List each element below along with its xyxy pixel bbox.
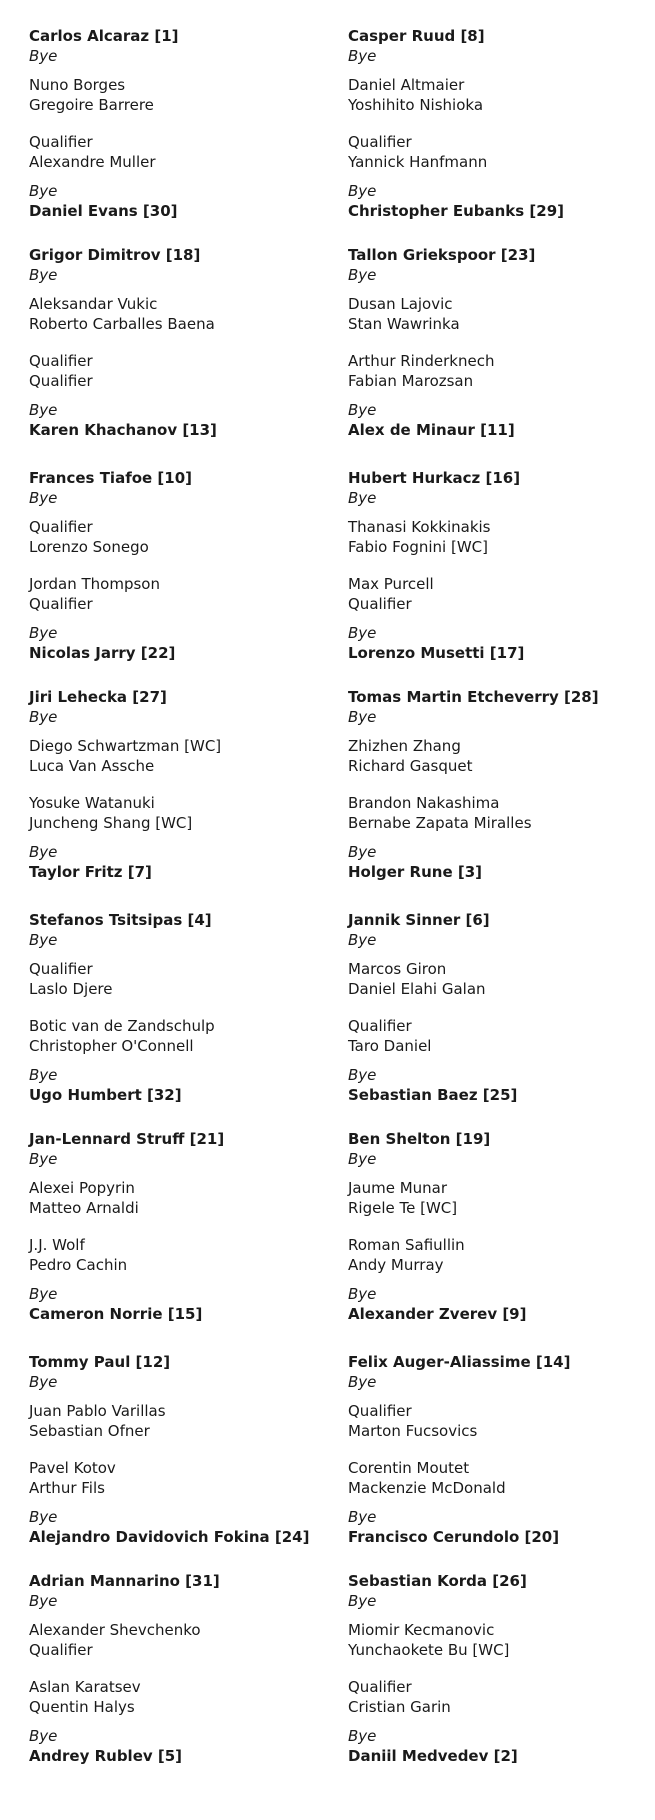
bye-entry: Bye xyxy=(29,1592,58,1610)
bye-entry: Bye xyxy=(348,1066,377,1084)
player-entry: Matteo Arnaldi xyxy=(29,1199,139,1217)
player-entry: Stan Wawrinka xyxy=(348,315,460,333)
bye-entry: Bye xyxy=(29,1508,58,1526)
seeded-player: Tallon Griekspoor [23] xyxy=(348,246,536,264)
seeded-player: Tommy Paul [12] xyxy=(29,1353,171,1371)
bye-entry: Bye xyxy=(348,624,377,642)
player-entry: Zhizhen Zhang xyxy=(348,737,461,755)
seeded-player: Sebastian Baez [25] xyxy=(348,1086,518,1104)
bye-entry: Bye xyxy=(29,182,58,200)
player-entry: Richard Gasquet xyxy=(348,757,473,775)
player-entry: Bernabe Zapata Miralles xyxy=(348,814,532,832)
seeded-player: Daniel Evans [30] xyxy=(29,202,178,220)
player-entry: Quentin Halys xyxy=(29,1698,135,1716)
seeded-player: Francisco Cerundolo [20] xyxy=(348,1528,560,1546)
bye-entry: Bye xyxy=(348,47,377,65)
seeded-player: Karen Khachanov [13] xyxy=(29,421,217,439)
bye-entry: Bye xyxy=(29,1066,58,1084)
bye-entry: Bye xyxy=(29,624,58,642)
player-entry: Alexandre Muller xyxy=(29,153,156,171)
bye-entry: Bye xyxy=(29,1727,58,1745)
player-entry: Lorenzo Sonego xyxy=(29,538,149,556)
player-entry: Qualifier xyxy=(29,1641,93,1659)
seeded-player: Ben Shelton [19] xyxy=(348,1130,491,1148)
bye-entry: Bye xyxy=(29,47,58,65)
player-entry: Juncheng Shang [WC] xyxy=(29,814,193,832)
player-entry: Botic van de Zandschulp xyxy=(29,1017,215,1035)
seeded-player: Christopher Eubanks [29] xyxy=(348,202,565,220)
bye-entry: Bye xyxy=(348,1373,377,1391)
bye-entry: Bye xyxy=(348,843,377,861)
player-entry: Thanasi Kokkinakis xyxy=(348,518,491,536)
bye-entry: Bye xyxy=(348,1285,377,1303)
bye-entry: Bye xyxy=(29,1373,58,1391)
player-entry: Yunchaokete Bu [WC] xyxy=(348,1641,510,1659)
player-entry: Fabian Marozsan xyxy=(348,372,474,390)
player-entry: Aslan Karatsev xyxy=(29,1678,141,1696)
bye-entry: Bye xyxy=(348,182,377,200)
player-entry: Daniel Elahi Galan xyxy=(348,980,486,998)
player-entry: Christopher O'Connell xyxy=(29,1037,194,1055)
seeded-player: Carlos Alcaraz [1] xyxy=(29,27,179,45)
bye-entry: Bye xyxy=(348,1150,377,1168)
player-entry: Qualifier xyxy=(348,1678,412,1696)
player-entry: Corentin Moutet xyxy=(348,1459,470,1477)
player-entry: Daniel Altmaier xyxy=(348,76,465,94)
player-entry: Jaume Munar xyxy=(348,1179,448,1197)
player-entry: Nuno Borges xyxy=(29,76,126,94)
seeded-player: Jan-Lennard Struff [21] xyxy=(29,1130,225,1148)
player-entry: Sebastian Ofner xyxy=(29,1422,150,1440)
seeded-player: Taylor Fritz [7] xyxy=(29,863,152,881)
seeded-player: Casper Ruud [8] xyxy=(348,27,485,45)
seeded-player: Frances Tiafoe [10] xyxy=(29,469,193,487)
player-entry: Dusan Lajovic xyxy=(348,295,453,313)
player-entry: Arthur Fils xyxy=(29,1479,105,1497)
bye-entry: Bye xyxy=(29,266,58,284)
bye-entry: Bye xyxy=(348,1727,377,1745)
player-entry: Cristian Garin xyxy=(348,1698,451,1716)
bye-entry: Bye xyxy=(29,489,58,507)
seeded-player: Lorenzo Musetti [17] xyxy=(348,644,525,662)
player-entry: Jordan Thompson xyxy=(29,575,160,593)
seeded-player: Tomas Martin Etcheverry [28] xyxy=(348,688,599,706)
player-entry: Qualifier xyxy=(29,133,93,151)
seeded-player: Nicolas Jarry [22] xyxy=(29,644,176,662)
bye-entry: Bye xyxy=(348,931,377,949)
player-entry: Qualifier xyxy=(29,595,93,613)
player-entry: Qualifier xyxy=(348,1402,412,1420)
bye-entry: Bye xyxy=(348,266,377,284)
player-entry: Qualifier xyxy=(29,960,93,978)
player-entry: Juan Pablo Varillas xyxy=(29,1402,166,1420)
player-entry: Luca Van Assche xyxy=(29,757,155,775)
seeded-player: Jannik Sinner [6] xyxy=(348,911,490,929)
player-entry: Qualifier xyxy=(348,595,412,613)
player-entry: Brandon Nakashima xyxy=(348,794,500,812)
bye-entry: Bye xyxy=(348,1508,377,1526)
player-entry: Alexander Shevchenko xyxy=(29,1621,201,1639)
player-entry: J.J. Wolf xyxy=(29,1236,85,1254)
player-entry: Aleksandar Vukic xyxy=(29,295,158,313)
player-entry: Qualifier xyxy=(348,1017,412,1035)
player-entry: Mackenzie McDonald xyxy=(348,1479,506,1497)
player-entry: Qualifier xyxy=(29,518,93,536)
seeded-player: Daniil Medvedev [2] xyxy=(348,1747,518,1765)
player-entry: Roman Safiullin xyxy=(348,1236,465,1254)
seeded-player: Alejandro Davidovich Fokina [24] xyxy=(29,1528,310,1546)
player-entry: Diego Schwartzman [WC] xyxy=(29,737,222,755)
bye-entry: Bye xyxy=(348,1592,377,1610)
player-entry: Max Purcell xyxy=(348,575,434,593)
bye-entry: Bye xyxy=(29,1150,58,1168)
bye-entry: Bye xyxy=(29,1285,58,1303)
player-entry: Taro Daniel xyxy=(348,1037,432,1055)
bye-entry: Bye xyxy=(29,931,58,949)
seeded-player: Ugo Humbert [32] xyxy=(29,1086,182,1104)
player-entry: Pavel Kotov xyxy=(29,1459,116,1477)
player-entry: Laslo Djere xyxy=(29,980,113,998)
player-entry: Qualifier xyxy=(29,352,93,370)
player-entry: Pedro Cachin xyxy=(29,1256,128,1274)
seeded-player: Jiri Lehecka [27] xyxy=(29,688,167,706)
player-entry: Fabio Fognini [WC] xyxy=(348,538,488,556)
seeded-player: Holger Rune [3] xyxy=(348,863,482,881)
bye-entry: Bye xyxy=(348,489,377,507)
bye-entry: Bye xyxy=(29,401,58,419)
player-entry: Marton Fucsovics xyxy=(348,1422,478,1440)
seeded-player: Sebastian Korda [26] xyxy=(348,1572,527,1590)
seeded-player: Cameron Norrie [15] xyxy=(29,1305,203,1323)
seeded-player: Alex de Minaur [11] xyxy=(348,421,515,439)
seeded-player: Adrian Mannarino [31] xyxy=(29,1572,220,1590)
player-entry: Roberto Carballes Baena xyxy=(29,315,215,333)
player-entry: Qualifier xyxy=(348,133,412,151)
player-entry: Miomir Kecmanovic xyxy=(348,1621,495,1639)
bye-entry: Bye xyxy=(348,401,377,419)
seeded-player: Alexander Zverev [9] xyxy=(348,1305,527,1323)
player-entry: Yosuke Watanuki xyxy=(29,794,155,812)
bye-entry: Bye xyxy=(29,843,58,861)
seeded-player: Felix Auger-Aliassime [14] xyxy=(348,1353,571,1371)
player-entry: Rigele Te [WC] xyxy=(348,1199,458,1217)
player-entry: Qualifier xyxy=(29,372,93,390)
player-entry: Yoshihito Nishioka xyxy=(348,96,484,114)
player-entry: Alexei Popyrin xyxy=(29,1179,135,1197)
bye-entry: Bye xyxy=(29,708,58,726)
player-entry: Gregoire Barrere xyxy=(29,96,154,114)
seeded-player: Stefanos Tsitsipas [4] xyxy=(29,911,212,929)
seeded-player: Andrey Rublev [5] xyxy=(29,1747,183,1765)
player-entry: Andy Murray xyxy=(348,1256,444,1274)
player-entry: Arthur Rinderknech xyxy=(348,352,495,370)
player-entry: Yannick Hanfmann xyxy=(348,153,488,171)
player-entry: Marcos Giron xyxy=(348,960,447,978)
bye-entry: Bye xyxy=(348,708,377,726)
seeded-player: Grigor Dimitrov [18] xyxy=(29,246,201,264)
seeded-player: Hubert Hurkacz [16] xyxy=(348,469,521,487)
